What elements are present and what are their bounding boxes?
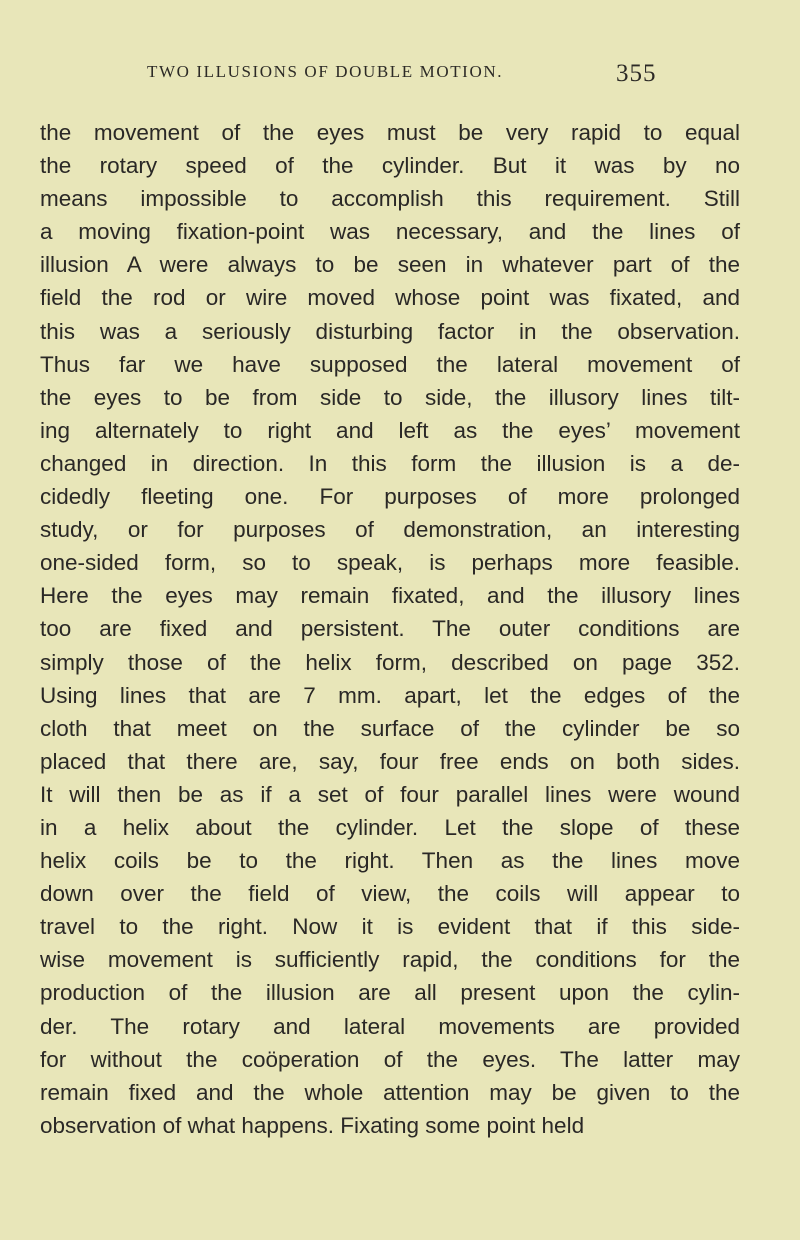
text-line: Here the eyes may remain fixated, and the illusory lines	[40, 583, 740, 609]
text-line: too are fixed and persistent. The outer conditions are	[40, 616, 740, 642]
text-line: placed that there are, say, four free ends on both sides.	[40, 748, 740, 774]
text-line: the eyes to be from side to side, the illusory lines tilt-	[40, 384, 740, 410]
text-line: cidedly fleeting one. For purposes of more prolonged	[40, 484, 740, 510]
text-line: one-sided form, so to speak, is perhaps more feasible.	[40, 550, 740, 576]
text-line: simply those of the helix form, described on page 352.	[40, 649, 740, 675]
running-head	[0, 60, 800, 100]
text-line: wise movement is sufficiently rapid, the conditions for the	[40, 947, 740, 973]
body-text	[40, 116, 740, 1142]
text-line: in a helix about the cylinder. Let the slope of these	[40, 814, 740, 840]
text-line: this was a seriously disturbing factor in the observation.	[40, 318, 740, 344]
text-line: helix coils be to the right. Then as the lines move	[40, 848, 740, 874]
text-line: travel to the right. Now it is evident that if this side-	[40, 914, 740, 940]
text-line: changed in direction. In this form the illusion is a de-	[40, 450, 740, 476]
text-line: Using lines that are 7 mm. apart, let the edges of the	[40, 682, 740, 708]
page-number: 355	[616, 60, 657, 87]
running-title: TWO ILLUSIONS OF DOUBLE MOTION.	[147, 62, 504, 81]
text-line: Thus far we have supposed the lateral movement of	[40, 351, 740, 377]
text-line: production of the illusion are all present upon the cylin-	[40, 980, 740, 1006]
text-line: cloth that meet on the surface of the cylinder be so	[40, 715, 740, 741]
text-line: the rotary speed of the cylinder. But it was by no	[40, 153, 740, 179]
text-line: a moving fixation-point was necessary, and the lines of	[40, 219, 740, 245]
text-line: down over the field of view, the coils will appear to	[40, 881, 740, 907]
text-line: means impossible to accomplish this requirement. Still	[40, 186, 740, 212]
text-line: ing alternately to right and left as the eyes’ movement	[40, 417, 740, 443]
text-line: der. The rotary and lateral movements are provided	[40, 1013, 740, 1039]
text-line: observation of what happens. Fixating some point held	[40, 1112, 585, 1138]
text-line: remain fixed and the whole attention may be given to the	[40, 1079, 740, 1105]
text-line: It will then be as if a set of four parallel lines were wound	[40, 781, 740, 807]
text-line: field the rod or wire moved whose point was fixated, and	[40, 285, 740, 311]
text-line: study, or for purposes of demonstration, an interesting	[40, 517, 740, 543]
text-line: the movement of the eyes must be very rapid to equal	[40, 120, 740, 145]
text-line: for without the coöperation of the eyes. The latter may	[40, 1046, 740, 1072]
text-line: illusion A were always to be seen in whatever part of the	[40, 252, 740, 278]
